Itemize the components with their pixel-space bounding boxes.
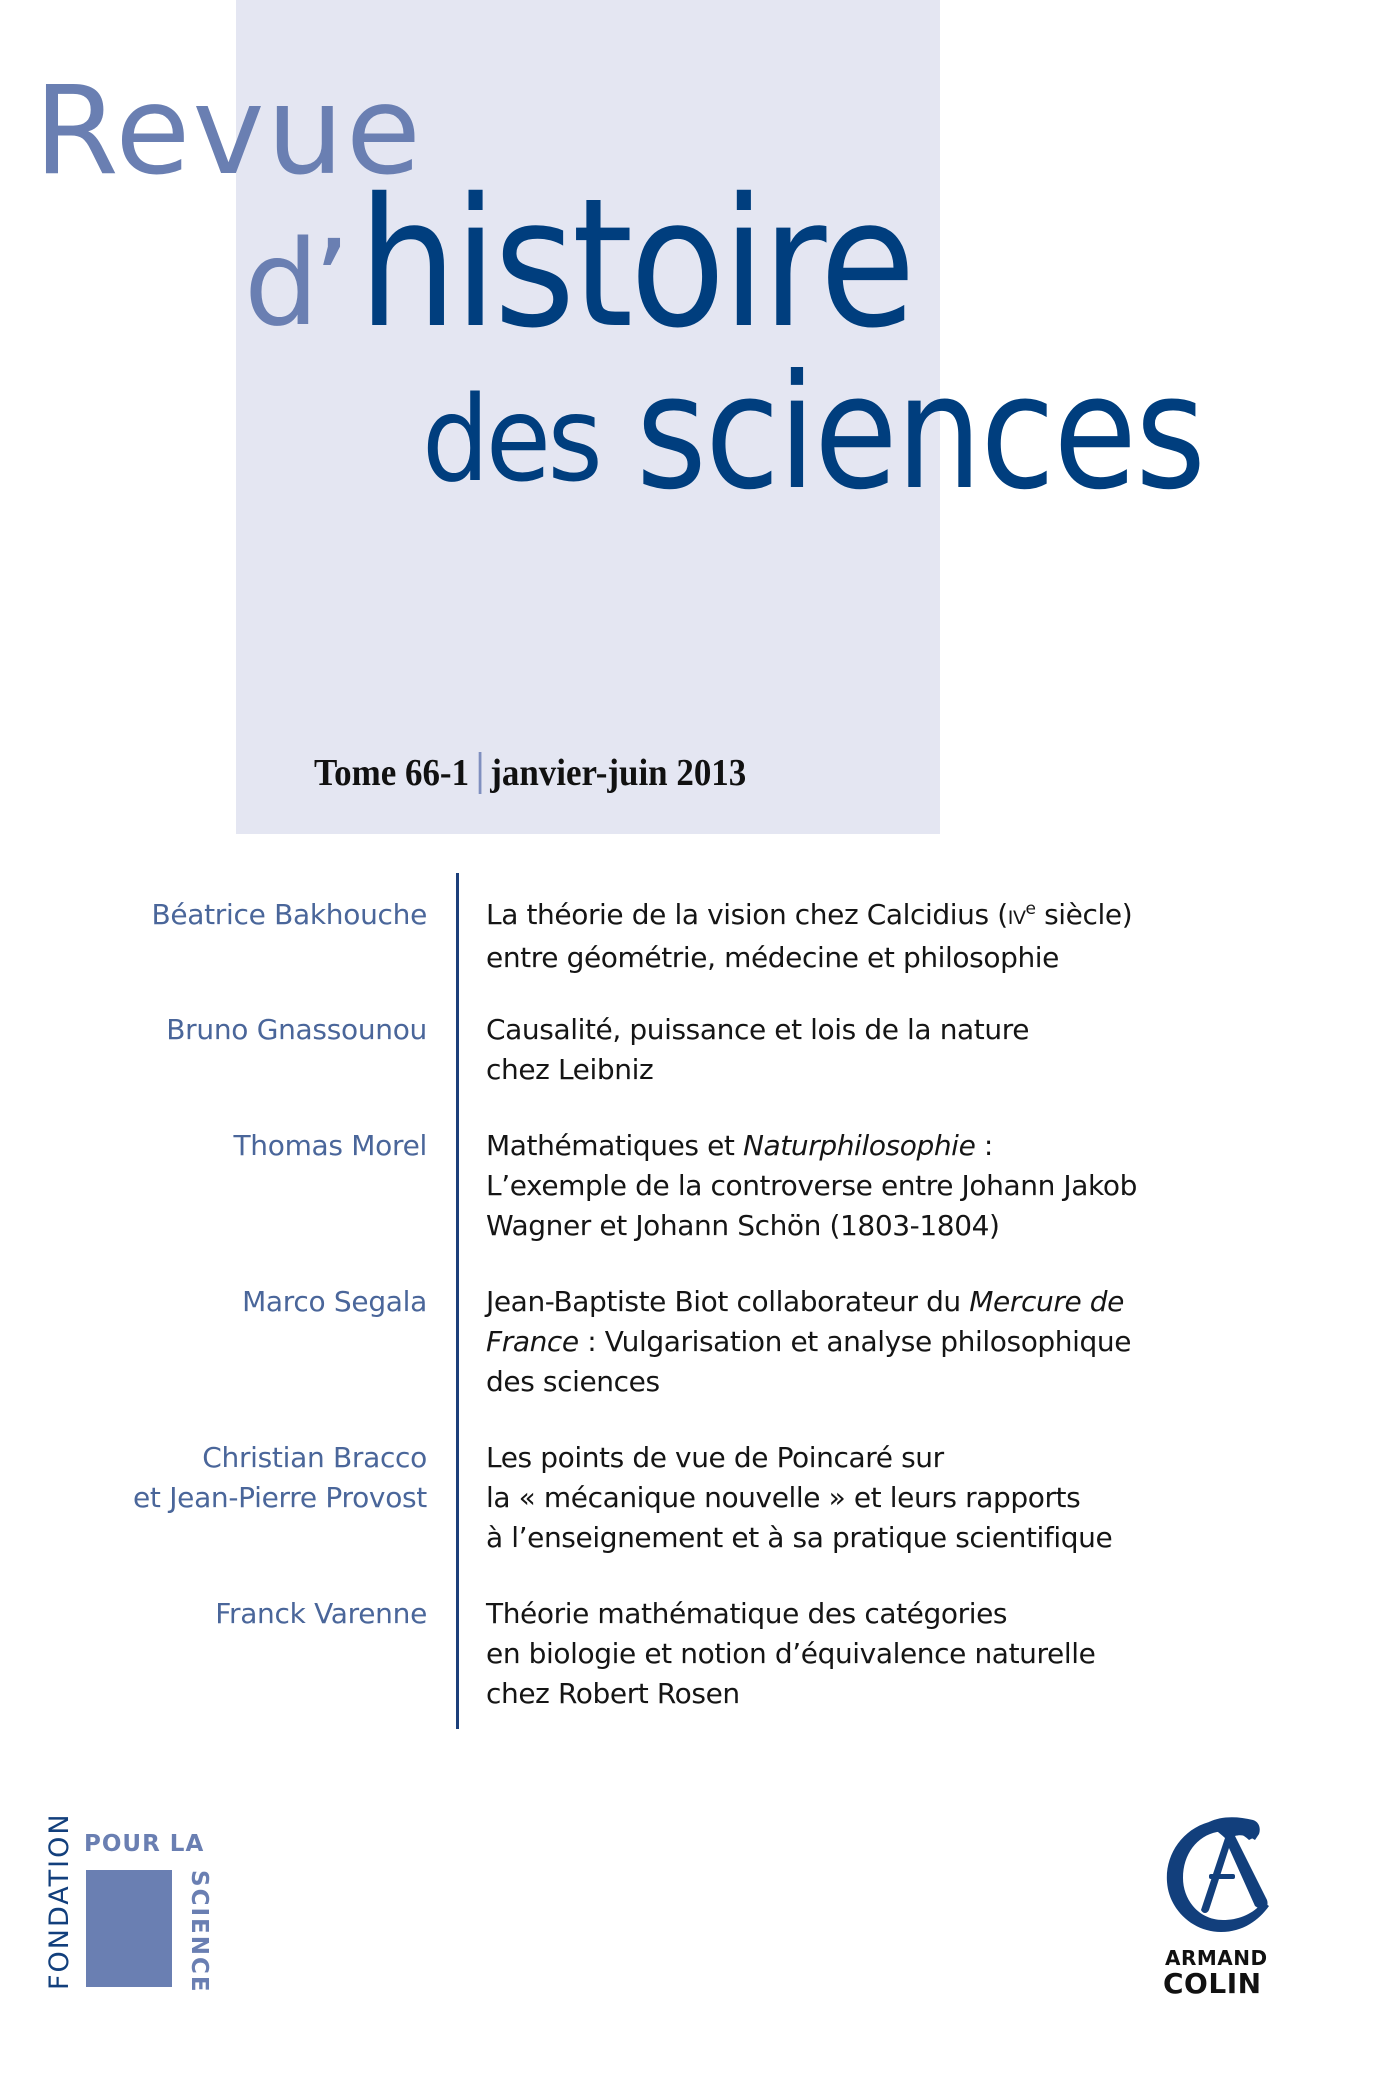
- issue-period: janvier-juin 2013: [490, 752, 747, 794]
- title-line: Les points de vue de Poincaré sur: [486, 1441, 944, 1474]
- logo-square-icon: [86, 1870, 172, 1987]
- author-name: Béatrice Bakhouche: [151, 898, 427, 931]
- entry-author: [133, 1438, 427, 1518]
- logo-text-pour-la: POUR LA: [84, 1831, 205, 1857]
- issue-separator: [478, 752, 481, 794]
- title-line: des sciences: [486, 1365, 660, 1398]
- title-line: entre géométrie, médecine et philosophie: [486, 941, 1060, 974]
- title-line: la « mécanique nouvelle » et leurs rapports: [486, 1481, 1081, 1514]
- title-des: des: [422, 370, 600, 508]
- title-line: Jean-Baptiste Biot collaborateur du Mercure de: [486, 1285, 1124, 1318]
- title-revue: Revue: [34, 60, 423, 202]
- fondation-pour-la-science-logo: [40, 1812, 220, 2000]
- issue-tome: Tome 66-1: [314, 752, 470, 794]
- title-line: La théorie de la vision chez Calcidius (IVe siècle): [486, 898, 1133, 931]
- title-line: à l’enseignement et à sa pratique scientifique: [486, 1521, 1113, 1554]
- logo-text-science: SCIENCE: [186, 1870, 212, 1994]
- entry-author: [151, 895, 427, 935]
- author-name: et Jean-Pierre Provost: [132, 1481, 427, 1514]
- author-name: Bruno Gnassounou: [166, 1013, 427, 1046]
- contents-divider: [456, 873, 459, 1729]
- entry-title: [486, 1594, 1095, 1714]
- title-line: chez Robert Rosen: [486, 1677, 740, 1710]
- title-d-apostrophe: d’: [244, 214, 345, 352]
- publisher-name-line1: ARMAND: [1165, 1946, 1268, 1970]
- title-histoire: histoire: [358, 160, 913, 367]
- armand-colin-logo: [1155, 1810, 1295, 2000]
- title-line: L’exemple de la controverse entre Johann Jakob: [486, 1169, 1137, 1202]
- title-line: Wagner et Johann Schön (1803-1804): [486, 1209, 1000, 1242]
- title-line: Mathématiques et Naturphilosophie :: [486, 1129, 993, 1162]
- author-name: Marco Segala: [242, 1285, 427, 1318]
- armand-colin-monogram-icon: [1159, 1814, 1283, 1938]
- title-sciences: sciences: [636, 341, 1205, 525]
- publisher-name-line2: COLIN: [1163, 1967, 1262, 2000]
- entry-author: [215, 1594, 427, 1634]
- entry-title: [486, 1438, 1112, 1558]
- title-line: France : Vulgarisation et analyse philosophique: [486, 1325, 1132, 1358]
- author-name: Thomas Morel: [233, 1129, 427, 1162]
- entry-title: [486, 1126, 1137, 1246]
- issue-info: [314, 752, 746, 794]
- entry-title: [486, 1282, 1131, 1402]
- title-line: en biologie et notion d’équivalence naturelle: [486, 1637, 1096, 1670]
- title-line: Théorie mathématique des catégories: [486, 1597, 1008, 1630]
- title-line: Causalité, puissance et lois de la nature: [486, 1013, 1030, 1046]
- author-name: Franck Varenne: [215, 1597, 427, 1630]
- logo-text-fondation: FONDATION: [44, 1812, 75, 1990]
- entry-author: [166, 1010, 427, 1050]
- entry-author: [234, 1126, 428, 1166]
- entry-title: [486, 1010, 1029, 1090]
- entry-author: [242, 1282, 427, 1322]
- title-line: chez Leibniz: [486, 1053, 654, 1086]
- entry-title: [486, 895, 1132, 978]
- author-name: Christian Bracco: [202, 1441, 427, 1474]
